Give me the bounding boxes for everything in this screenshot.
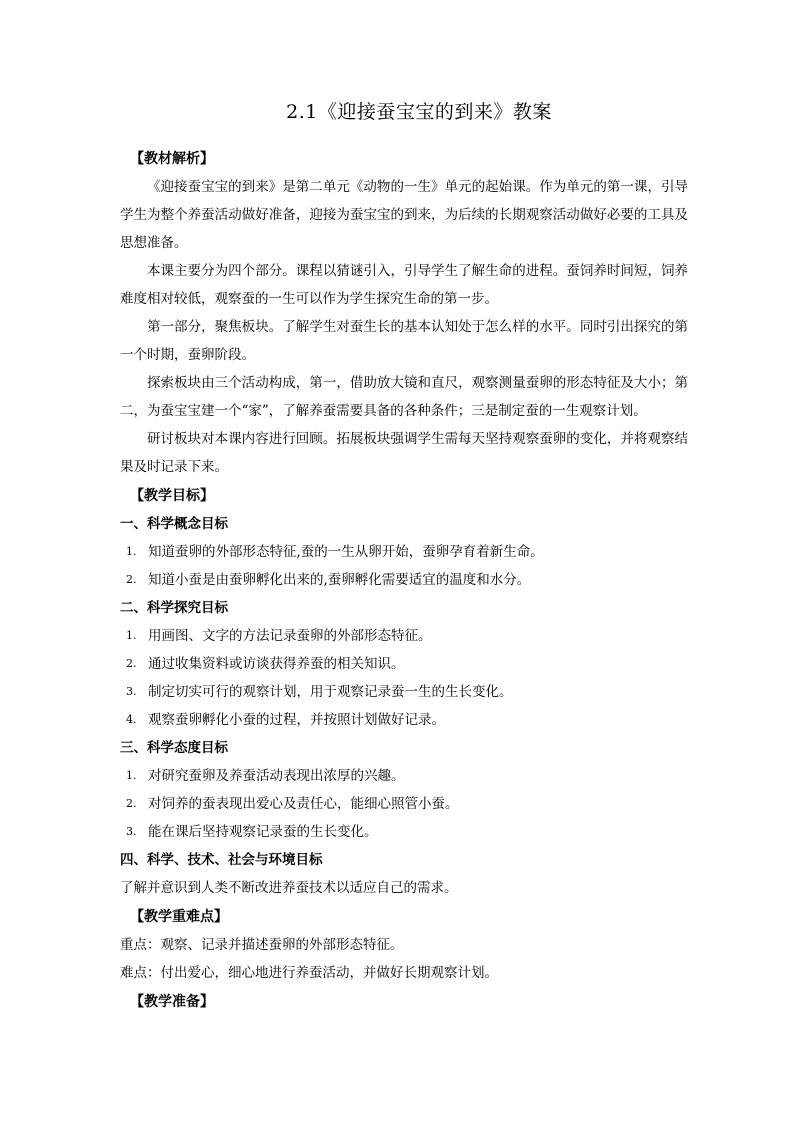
section-heading-analysis: 【教材解析】 <box>130 151 214 167</box>
list-number: 1. <box>126 629 137 642</box>
list-item <box>120 818 688 846</box>
list-item <box>120 762 688 790</box>
list-text: 能在课后坚持观察记录蚕的生长变化。 <box>148 824 378 840</box>
list-number: 2. <box>126 797 137 810</box>
section-heading-preparation: 【教学准备】 <box>130 994 214 1010</box>
document-body <box>120 144 688 1016</box>
document-title: 2.1《迎接蚕宝宝的到来》教案 <box>286 101 552 123</box>
list-number: 2. <box>126 573 137 586</box>
analysis-paragraph-2: 本课主要分为四个部分。课程以猜谜引入，引导学生了解生命的进程。蚕饲养时间短，饲养难度相对较低，观察蚕的一生可以作为学生探究生命的第一步。 <box>120 263 688 307</box>
key-point-text: 重点：观察、记录并描述蚕卵的外部形态特征。 <box>120 937 404 953</box>
section-heading-goals: 【教学目标】 <box>130 488 214 504</box>
list-text: 对研究蚕卵及养蚕活动表现出浓厚的兴趣。 <box>148 768 405 784</box>
list-item <box>120 790 688 818</box>
list-text: 对饲养的蚕表现出爱心及责任心，能细心照管小蚕。 <box>148 796 459 812</box>
analysis-paragraph-4: 探索板块由三个活动构成，第一，借助放大镜和直尺，观察测量蚕卵的形态特征及大小；第二，为蚕宝宝建一个“家”，了解养蚕需要具备的各种条件；三是制定蚕的一生观察计划。 <box>120 375 688 419</box>
analysis-paragraph-1: 《迎接蚕宝宝的到来》是第二单元《动物的一生》单元的起始课。作为单元的第一课，引导学生为整个养蚕活动做好准备，迎接为蚕宝宝的到来，为后续的长期观察活动做好必要的工具及思想准备。 <box>120 179 688 251</box>
subheading-concept-goals: 一、科学概念目标 <box>120 516 228 532</box>
list-text: 用画图、文字的方法记录蚕卵的外部形态特征。 <box>148 628 432 644</box>
list-item <box>120 538 688 566</box>
list-text: 通过收集资料或访谈获得养蚕的相关知识。 <box>148 656 405 672</box>
list-number: 3. <box>126 825 137 838</box>
section-heading-keypoints: 【教学重难点】 <box>130 909 228 925</box>
list-text: 制定切实可行的观察计划，用于观察记录蚕一生的生长变化。 <box>148 684 513 700</box>
subheading-attitude-goals: 三、科学态度目标 <box>120 740 228 756</box>
list-number: 2. <box>126 657 137 670</box>
list-text: 知道蚕卵的外部形态特征,蚕的一生从卵开始，蚕卵孕育着新生命。 <box>148 544 544 560</box>
list-item <box>120 706 688 734</box>
list-number: 3. <box>126 685 137 698</box>
sts-goal-text: 了解并意识到人类不断改进养蚕技术以适应自己的需求。 <box>120 880 458 896</box>
list-number: 1. <box>126 769 137 782</box>
subheading-sts-goals: 四、科学、技术、社会与环境目标 <box>120 852 323 868</box>
list-number: 4. <box>126 713 137 726</box>
list-item <box>120 650 688 678</box>
list-text: 知道小蚕是由蚕卵孵化出来的,蚕卵孵化需要适宜的温度和水分。 <box>148 572 531 588</box>
analysis-paragraph-5: 研讨板块对本课内容进行回顾。拓展板块强调学生需每天坚持观察蚕卵的变化，并将观察结果及时记录下来。 <box>120 431 688 475</box>
analysis-paragraph-3: 第一部分，聚焦板块。了解学生对蚕生长的基本认知处于怎么样的水平。同时引出探究的第一个时期，蚕卵阶段。 <box>120 319 688 363</box>
list-item <box>120 622 688 650</box>
list-item <box>120 678 688 706</box>
list-number: 1. <box>126 545 137 558</box>
list-text: 观察蚕卵孵化小蚕的过程，并按照计划做好记录。 <box>148 712 445 728</box>
difficult-point-text: 难点：付出爱心，细心地进行养蚕活动，并做好长期观察计划。 <box>120 965 498 981</box>
list-item <box>120 566 688 594</box>
subheading-inquiry-goals: 二、科学探究目标 <box>120 600 228 616</box>
